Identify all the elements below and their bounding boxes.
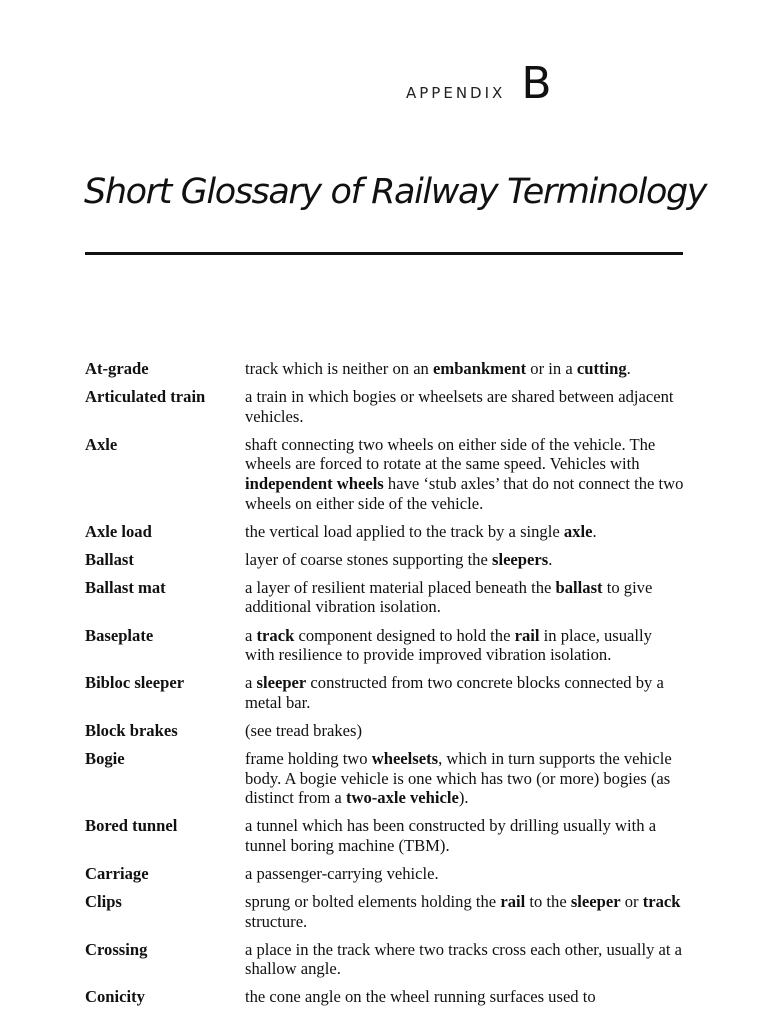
definition-bold-term: track <box>256 625 295 645</box>
glossary-entry <box>85 864 685 884</box>
definition-bold-term: embankment <box>433 359 527 378</box>
glossary-term: Ballast mat <box>85 577 166 597</box>
glossary-definition <box>245 749 685 808</box>
glossary-definition <box>245 864 685 884</box>
definition-text: or in a <box>526 359 577 378</box>
glossary-term: Bogie <box>85 749 125 768</box>
definition-text: ). <box>458 788 469 808</box>
glossary-entry <box>85 578 685 617</box>
definition-text: , which in turn supports the vehicle body. A bogie vehicle is one which has two (or more) bogies (as distinct from a <box>245 749 672 808</box>
glossary-term: Block brakes <box>85 720 178 740</box>
definition-bold-term: rail <box>514 625 540 645</box>
page-title: Short Glossary of Railway Terminology <box>84 172 707 212</box>
definition-text: (see tread brakes) <box>245 720 363 740</box>
definition-text: a tunnel which has been constructed by drilling usually with a tunnel boring machine (TBM). <box>245 816 657 855</box>
definition-bold-term: two-axle vehicle <box>345 788 459 808</box>
glossary-definition <box>245 721 685 741</box>
definition-bold-term: sleeper <box>256 673 307 693</box>
glossary-term: Axle <box>85 434 118 454</box>
glossary-term: Bibloc sleeper <box>85 673 185 693</box>
glossary-definition <box>245 550 685 570</box>
definition-text: a train in which bogies or wheelsets are shared between adjacent vehicles. <box>245 387 674 426</box>
glossary-definition <box>245 435 685 513</box>
definition-text: constructed from two concrete blocks connected by a metal bar. <box>245 673 664 712</box>
definition-text: component designed to hold the <box>294 625 515 645</box>
definition-bold-term: wheelsets <box>371 749 439 768</box>
glossary-term: Carriage <box>85 863 149 883</box>
glossary-definition <box>245 816 685 855</box>
glossary-term: At-grade <box>85 359 149 378</box>
definition-text: in place, usually with resilience to provide improved vibration isolation. <box>245 625 652 665</box>
glossary-term: Bored tunnel <box>85 816 178 836</box>
title-divider <box>85 252 683 255</box>
definition-text: to the <box>525 892 571 912</box>
definition-text: shaft connecting two wheels on either side of the vehicle. The wheels are forced to rotate at the same speed. Vehicles with <box>245 434 656 474</box>
glossary-term: Axle load <box>85 521 152 541</box>
glossary-definition <box>245 626 685 665</box>
glossary-entry <box>85 721 685 741</box>
definition-text: sprung or bolted elements holding the <box>245 892 501 912</box>
glossary-definition <box>245 987 685 1007</box>
glossary-term: Crossing <box>85 939 148 959</box>
glossary-definition <box>245 387 685 426</box>
glossary-term: Clips <box>85 892 122 912</box>
definition-text: or <box>620 892 643 912</box>
glossary-entry <box>85 359 685 379</box>
glossary-term: Baseplate <box>85 625 154 645</box>
definition-text: . <box>626 359 631 378</box>
definition-bold-term: independent wheels <box>245 473 384 493</box>
glossary-entry <box>85 749 685 808</box>
definition-text: layer of coarse stones supporting the <box>245 549 492 569</box>
glossary-entry <box>85 387 685 426</box>
glossary-list <box>85 359 685 1016</box>
definition-text: the vertical load applied to the track by a single <box>245 521 564 541</box>
glossary-definition <box>245 522 685 542</box>
definition-text: track which is neither on an <box>245 359 434 378</box>
glossary-entry <box>85 626 685 665</box>
definition-text: to give additional vibration isolation. <box>245 577 653 617</box>
glossary-entry <box>85 940 685 979</box>
definition-text: structure. <box>245 911 308 931</box>
definition-text: a <box>245 625 257 645</box>
glossary-term: Ballast <box>85 549 134 569</box>
glossary-entry <box>85 673 685 712</box>
glossary-term: Conicity <box>85 987 145 1007</box>
glossary-entry <box>85 550 685 570</box>
definition-text: a place in the track where two tracks cross each other, usually at a shallow angle. <box>245 939 683 979</box>
appendix-letter: B <box>521 58 552 109</box>
glossary-entry <box>85 987 685 1007</box>
glossary-term: Articulated train <box>85 387 206 407</box>
glossary-entry <box>85 892 685 931</box>
definition-bold-term: track <box>642 892 681 912</box>
appendix-label: APPENDIX <box>406 84 506 102</box>
definition-text: . <box>548 549 553 569</box>
definition-bold-term: ballast <box>555 577 603 597</box>
definition-text: have ‘stub axles’ that do not connect the two wheels on either side of the vehicle. <box>245 473 684 513</box>
definition-bold-term: rail <box>500 892 526 912</box>
definition-text: frame holding two <box>245 749 372 768</box>
glossary-definition <box>245 892 685 931</box>
definition-text: a <box>245 673 257 693</box>
glossary-entry <box>85 816 685 855</box>
glossary-entry <box>85 522 685 542</box>
definition-text: a passenger-carrying vehicle. <box>245 863 439 883</box>
definition-text: the cone angle on the wheel running surfaces used to <box>245 987 596 1007</box>
definition-bold-term: cutting <box>576 359 627 378</box>
definition-text: a layer of resilient material placed beneath the <box>245 577 556 597</box>
glossary-definition <box>245 673 685 712</box>
glossary-definition <box>245 940 685 979</box>
glossary-definition <box>245 359 685 379</box>
definition-bold-term: sleeper <box>570 892 621 912</box>
definition-bold-term: axle <box>563 521 593 541</box>
glossary-definition <box>245 578 685 617</box>
appendix-heading <box>406 58 552 109</box>
definition-text: . <box>592 521 597 541</box>
definition-bold-term: sleepers <box>492 549 549 569</box>
glossary-entry <box>85 435 685 513</box>
